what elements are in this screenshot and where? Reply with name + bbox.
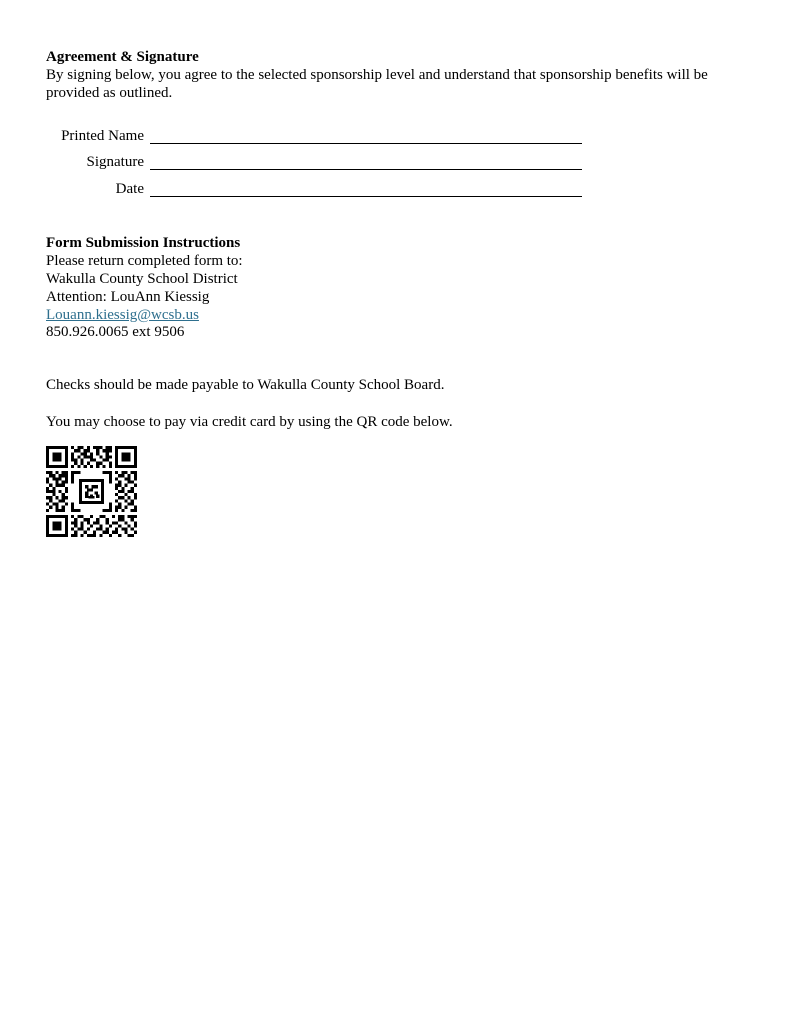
- checks-note: Checks should be made payable to Wakulla County School Board.: [46, 377, 445, 393]
- agreement-text: By signing below, you agree to the selected sponsorship level and understand that sponsorship benefits will be provided as outlined.: [46, 67, 708, 101]
- date-row[interactable]: [0, 180, 791, 200]
- credit-card-note: You may choose to pay via credit card by using the QR code below.: [46, 414, 453, 430]
- submission-line-return: Please return completed form to:: [46, 253, 243, 269]
- date-line[interactable]: [150, 196, 582, 197]
- agreement-heading: Agreement & Signature: [46, 49, 199, 65]
- submission-line-attention: Attention: LouAnn Kiessig: [46, 289, 210, 305]
- email-row: [46, 306, 199, 324]
- printed-name-row[interactable]: [0, 127, 791, 147]
- printed-name-line[interactable]: [150, 143, 582, 144]
- date-label: Date: [115, 181, 144, 197]
- printed-name-label: Printed Name: [61, 128, 144, 144]
- qr-code-icon[interactable]: [46, 446, 137, 537]
- signature-row[interactable]: [0, 153, 791, 173]
- submission-line-district: Wakulla County School District: [46, 271, 238, 287]
- submission-heading: Form Submission Instructions: [46, 235, 241, 251]
- phone-number: 850.926.0065 ext 9506: [46, 324, 185, 340]
- email-link[interactable]: Louann.kiessig@wcsb.us: [46, 307, 199, 323]
- signature-line[interactable]: [150, 169, 582, 170]
- qr-code-graphic: [46, 446, 137, 537]
- signature-label: Signature: [86, 154, 144, 170]
